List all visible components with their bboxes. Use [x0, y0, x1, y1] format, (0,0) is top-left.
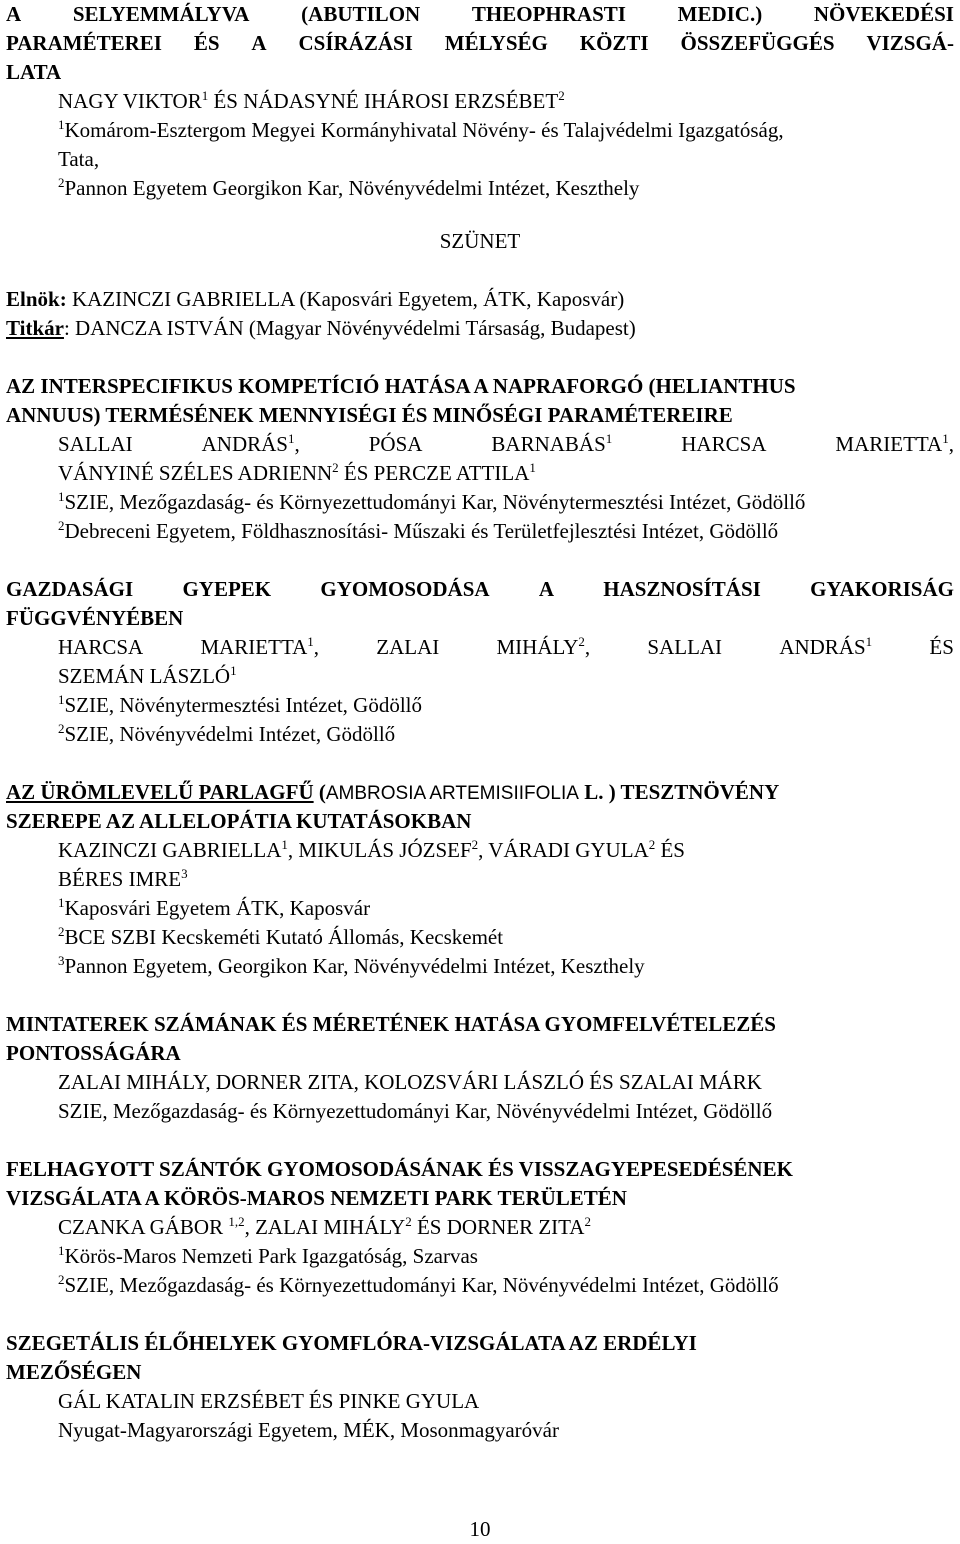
affiliation-text: Debreceni Egyetem, Földhasznosítási- Műszaki és Területfejlesztési Intézet, Gödöllő — [64, 519, 779, 543]
affiliation-mark: 2 — [405, 1214, 412, 1229]
title-word: (ABUTILON — [301, 2, 421, 26]
affiliation-text: Körös-Maros Nemzeti Park Igazgatóság, Szarvas — [64, 1244, 478, 1268]
affiliation-mark: 1 — [58, 692, 65, 707]
talk-title-line1: FELHAGYOTT SZÁNTÓK GYOMOSODÁSÁNAK ÉS VISSZAGYEPESEDÉSÉNEK — [6, 1157, 793, 1181]
title-word: A — [538, 577, 554, 601]
affiliation-mark: 2 — [58, 1272, 65, 1287]
break-heading: SZÜNET — [439, 229, 521, 253]
affiliation-mark: 2 — [584, 1214, 591, 1229]
talk-title-line2: ANNUUS) TERMÉSÉNEK MENNYISÉGI ÉS MINŐSÉGI PARAMÉTEREIRE — [6, 403, 733, 427]
talk-title-line2: PONTOSSÁGÁRA — [6, 1041, 181, 1065]
affiliation-1 — [58, 488, 954, 517]
title-word: HASZNOSÍTÁSI — [603, 577, 761, 601]
affiliation-mark: 1 — [230, 663, 237, 678]
title-word: ÖSSZEFÜGGÉS — [680, 31, 835, 55]
affiliation-text: Pannon Egyetem Georgikon Kar, Növényvédelmi Intézet, Keszthely — [64, 176, 640, 200]
affiliation-2 — [58, 720, 954, 749]
talk-title-selyemmalyva-line2 — [6, 29, 954, 58]
author-word: SALLAI — [647, 635, 723, 659]
author-name: ÉS NÁDASYNÉ IHÁROSI ERZSÉBET — [208, 89, 559, 113]
talk-title-line1: AZ INTERSPECIFIKUS KOMPETÍCIÓ HATÁSA A NAPRAFORGÓ (HELIANTHUS — [6, 374, 796, 398]
talk-authors-line1: KAZINCZI GABRIELLA$^1$, MIKULÁS JÓZSEF$^2$, VÁRADI GYULA$^2$ ÉS — [58, 837, 685, 862]
title-word: PARAMÉTEREI — [6, 31, 162, 55]
title-word: GYEPEK — [182, 577, 272, 601]
talk-title-selyemmalyva-line3: LATA — [6, 60, 62, 84]
title-word: VIZSGÁ- — [866, 31, 954, 55]
affiliation-1 — [58, 691, 954, 720]
title-word: CSÍRÁZÁSI — [298, 31, 413, 55]
affiliation-text: Pannon Egyetem, Georgikon Kar, Növényvédelmi Intézet, Keszthely — [64, 954, 645, 978]
affiliation-mark: 2 — [578, 634, 585, 649]
affiliation-mark: 2 — [58, 721, 65, 736]
title-word: A — [251, 31, 267, 55]
author-word: HARCSA — [58, 635, 144, 659]
author-name: NAGY VIKTOR — [58, 89, 202, 113]
title-part: L. ) TESZTNÖVÉNY — [578, 780, 780, 804]
talk-authors-line2: VÁNYINÉ SZÉLES ADRIENN$^2$ ÉS PERCZE ATTILA$^1$ — [58, 460, 536, 485]
affiliation-mark: 1 — [58, 1243, 65, 1258]
affiliation-2 — [58, 1271, 954, 1300]
chair-text: KAZINCZI GABRIELLA (Kaposvári Egyetem, ÁTK, Kaposvár) — [66, 287, 625, 311]
talk-title-line2: FÜGGVÉNYÉBEN — [6, 606, 184, 630]
affiliation-mark: 1 — [58, 895, 65, 910]
title-word: GYOMOSODÁSA — [320, 577, 490, 601]
author-word: MARIETTA$^1$, — [835, 431, 954, 456]
talk-authors: CZANKA GÁBOR $^{1,2}$, ZALAI MIHÁLY$^2$ ÉS DORNER ZITA$^2$ — [58, 1214, 591, 1239]
title-word: GAZDASÁGI — [6, 577, 134, 601]
affiliation-mark: 1 — [865, 634, 873, 649]
title-word: ÉS — [193, 31, 220, 55]
affiliation-mark: 1 — [307, 634, 314, 649]
species-name: AMBROSIA ARTEMISIIFOLIA — [325, 783, 579, 804]
talk-title-line2: SZEREPE AZ ALLELOPÁTIA KUTATÁSOKBAN — [6, 809, 472, 833]
chair-label: Elnök: — [6, 287, 67, 311]
affiliation-mark: 2 — [471, 837, 479, 852]
affiliation-mark: 1 — [529, 460, 536, 475]
talk-title-line1: MINTATEREK SZÁMÁNAK ÉS MÉRETÉNEK HATÁSA GYOMFELVÉTELEZÉS — [6, 1012, 776, 1036]
talk-title-selyemmalyva-line1 — [6, 0, 954, 29]
title-word: KÖZTI — [579, 31, 649, 55]
affiliation-text: SZIE, Növényvédelmi Intézet, Gödöllő — [64, 722, 396, 746]
affiliation-mark: 1 — [942, 431, 949, 446]
talk-title-line2: VIZSGÁLATA A KÖRÖS-MAROS NEMZETI PARK TERÜLETÉN — [6, 1186, 627, 1210]
talk-authors-line2: BÉRES IMRE$^3$ — [58, 866, 188, 891]
talk-title-line2: MEZŐSÉGEN — [6, 1360, 142, 1384]
talk-title-line1: SZEGETÁLIS ÉLŐHELYEK GYOMFLÓRA-VIZSGÁLATA AZ ERDÉLYI — [6, 1331, 697, 1355]
affiliation-text: Kaposvári Egyetem ÁTK, Kaposvár — [64, 896, 371, 920]
affiliation-1 — [58, 894, 954, 923]
affiliation-mark: 2 — [58, 924, 65, 939]
talk-authors: GÁL KATALIN ERZSÉBET ÉS PINKE GYULA — [58, 1389, 480, 1413]
author-word: SALLAI — [58, 432, 133, 456]
title-word: A — [6, 2, 22, 26]
affiliation-2 — [58, 923, 954, 952]
talk-authors-line1 — [58, 430, 954, 459]
affiliation-mark: 2 — [332, 460, 339, 475]
talk-authors: ZALAI MIHÁLY, DORNER ZITA, KOLOZSVÁRI LÁSZLÓ ÉS SZALAI MÁRK — [58, 1070, 762, 1094]
affiliation-2 — [58, 517, 954, 546]
talk-authors — [58, 87, 954, 116]
affiliation: SZIE, Mezőgazdaság- és Környezettudományi Kar, Növényvédelmi Intézet, Gödöllő — [58, 1099, 773, 1123]
secretary-text: : DANCZA ISTVÁN (Magyar Növényvédelmi Társaság, Budapest) — [63, 316, 636, 340]
talk-authors-line1 — [58, 633, 954, 662]
affiliation-1 — [58, 1242, 954, 1271]
author-word: MARIETTA$^1$, — [200, 634, 320, 659]
affiliation-mark: 1 — [201, 88, 209, 103]
secretary-label: Titkár — [6, 316, 64, 340]
title-word: SELYEMMÁLYVA — [72, 2, 250, 26]
session-chair — [6, 285, 954, 314]
affiliation-1 — [58, 116, 954, 145]
author-word: ANDRÁS$^1$ — [779, 634, 873, 659]
affiliation-mark: 1 — [605, 431, 613, 446]
affiliation-mark: 1 — [288, 431, 295, 446]
affiliation-mark: 1 — [281, 837, 288, 852]
page-number: 10 — [469, 1517, 491, 1541]
title-word: GYAKORISÁG — [810, 577, 954, 601]
author-word: MIHÁLY$^2$, — [496, 634, 591, 659]
author-word: PÓSA — [368, 432, 423, 456]
affiliation-mark: 2 — [558, 88, 565, 103]
affiliation-mark: 2 — [648, 837, 656, 852]
affiliation-mark: 2 — [58, 518, 65, 533]
title-word: NÖVEKEDÉSI — [813, 2, 954, 26]
affiliation-mark: 3 — [58, 953, 65, 968]
session-secretary — [6, 314, 954, 343]
talk-authors-line2: SZEMÁN LÁSZLÓ$^1$ — [58, 663, 237, 688]
affiliation-1-continued: Tata, — [58, 147, 100, 171]
author-word: ANDRÁS$^1$, — [201, 431, 300, 456]
talk-title-line1 — [6, 778, 954, 808]
author-word: HARCSA — [681, 432, 767, 456]
affiliation-mark: 1,2 — [228, 1214, 245, 1229]
author-word: BARNABÁS$^1$ — [491, 431, 613, 456]
affiliation-2 — [58, 174, 954, 203]
affiliation-mark: 2 — [58, 175, 65, 190]
author-word: ZALAI — [376, 635, 440, 659]
title-word: THEOPHRASTI — [471, 2, 626, 26]
title-word: MÉLYSÉG — [444, 31, 548, 55]
title-part: AZ ÜRÖMLEVELŰ PARLAGFŰ — [6, 780, 314, 804]
affiliation-text: Komárom-Esztergom Megyei Kormányhivatal Növény- és Talajvédelmi Igazgatóság, — [64, 118, 784, 142]
title-word: MEDIC.) — [677, 2, 763, 26]
affiliation-text: BCE SZBI Kecskeméti Kutató Állomás, Kecskemét — [64, 925, 504, 949]
affiliation: Nyugat-Magyarországi Egyetem, MÉK, Mosonmagyaróvár — [58, 1418, 559, 1442]
talk-title-line1 — [6, 575, 954, 604]
affiliation-3 — [58, 952, 954, 981]
author-word: ÉS — [929, 635, 954, 659]
affiliation-text: SZIE, Növénytermesztési Intézet, Gödöllő — [64, 693, 422, 717]
affiliation-mark: 1 — [58, 117, 65, 132]
affiliation-mark: 3 — [181, 866, 188, 881]
affiliation-mark: 1 — [58, 489, 65, 504]
title-part: ( — [313, 780, 326, 804]
affiliation-text: SZIE, Mezőgazdaság- és Környezettudományi Kar, Növényvédelmi Intézet, Gödöllő — [64, 1273, 779, 1297]
affiliation-text: SZIE, Mezőgazdaság- és Környezettudományi Kar, Növénytermesztési Intézet, Gödöllő — [64, 490, 806, 514]
